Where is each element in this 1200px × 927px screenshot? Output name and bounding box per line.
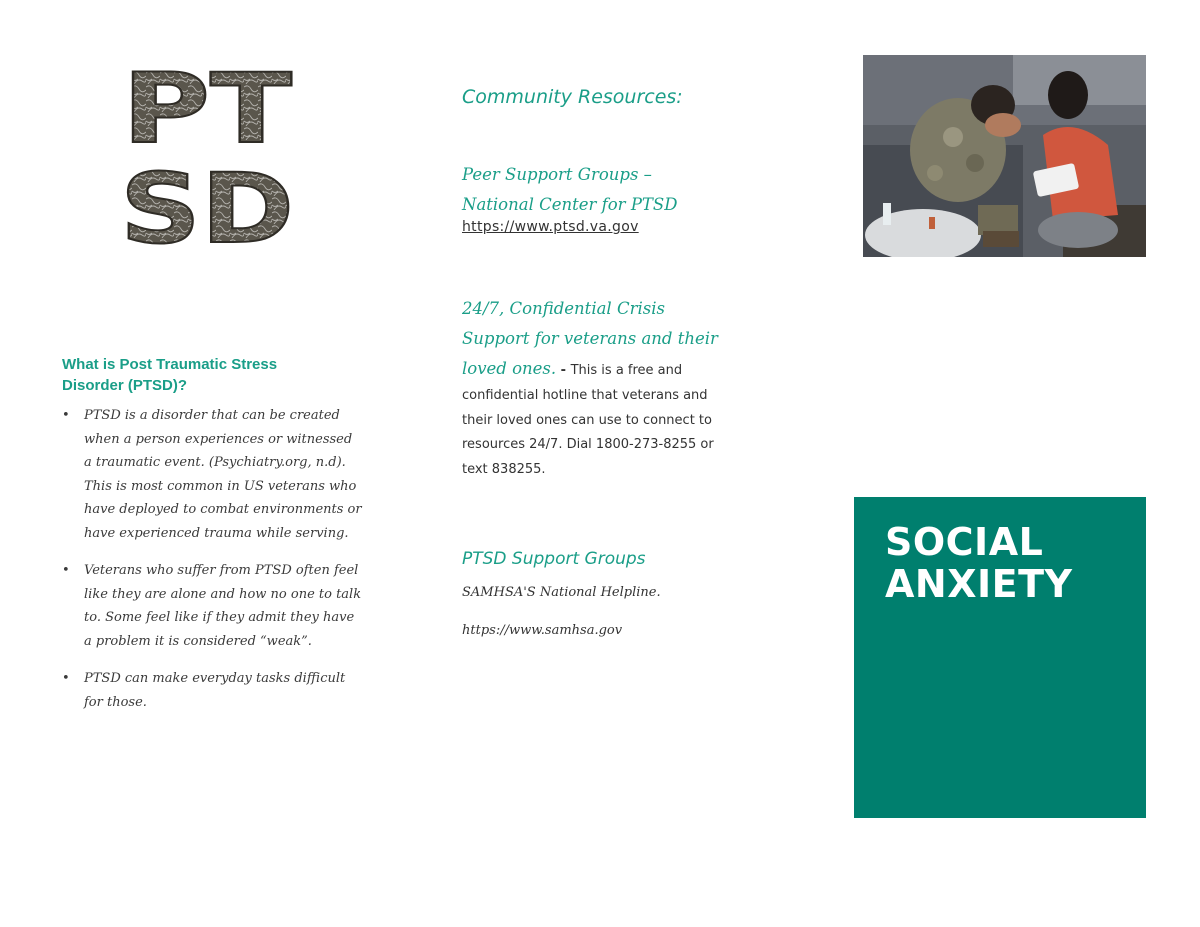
support-groups-title: PTSD Support Groups — [462, 549, 646, 569]
bullet-text: PTSD is a disorder that can be created when a person experiences or witnessed a traumatic event. (Psychiatry.org, n.d). This is most common in US veterans who have deployed to combat environments or have experienced trauma while serving. — [84, 408, 362, 541]
list-item — [62, 667, 362, 714]
ptsd-bullet-list — [62, 404, 362, 728]
logo-text-pt: PT — [122, 56, 292, 165]
samhsa-helpline-name: SAMHSA'S National Helpline. — [462, 585, 661, 600]
bullet-icon: • — [62, 408, 70, 423]
bullet-text: Veterans who suffer from PTSD often feel like they are alone and how no one to talk to. Some feel like if they admit they have a problem it is considered “weak”. — [84, 563, 362, 649]
logo-text-sd: SD — [120, 153, 294, 252]
samhsa-link[interactable]: https://www.samhsa.gov — [462, 623, 623, 638]
bullet-text: PTSD can make everyday tasks difficult for those. — [84, 671, 346, 710]
crisis-body-line3: their loved ones can use to connect to — [462, 412, 712, 428]
crisis-body-line5: text 838255. — [462, 461, 546, 477]
cover-title — [885, 521, 1135, 605]
crisis-lead-line2: Support for veterans and their — [462, 329, 718, 348]
peer-support-title — [462, 160, 752, 220]
bullet-icon: • — [62, 563, 70, 578]
ptsd-va-link[interactable]: https://www.ptsd.va.gov — [462, 219, 639, 235]
ptsd-heading: What is Post Traumatic Stress Disorder (PTSD)? — [62, 356, 278, 394]
crisis-body-line2: confidential hotline that veterans and — [462, 388, 708, 403]
cover-title-line1: SOCIAL — [885, 520, 1044, 564]
counseling-photo — [863, 55, 1146, 257]
community-resources-title: Community Resources: — [462, 86, 683, 108]
list-item — [62, 559, 362, 653]
crisis-body-first: This is a free and — [570, 363, 683, 378]
ptsd-logo — [118, 56, 298, 252]
cover-panel — [854, 497, 1146, 818]
crisis-lead-line1: 24/7, Confidential Crisis — [462, 299, 665, 318]
crisis-lead-line3: loved ones. — [462, 359, 557, 378]
list-item — [62, 404, 362, 545]
peer-title-line2: National Center for PTSD — [462, 195, 678, 214]
peer-title-line1: Peer Support Groups – — [462, 165, 652, 184]
bullet-icon: • — [62, 671, 70, 686]
crisis-support-block — [462, 294, 738, 482]
crisis-dash: - — [556, 363, 571, 378]
crisis-body-line4: resources 24/7. Dial 1800-273-8255 or — [462, 437, 714, 452]
cover-title-line2: ANXIETY — [885, 562, 1073, 606]
